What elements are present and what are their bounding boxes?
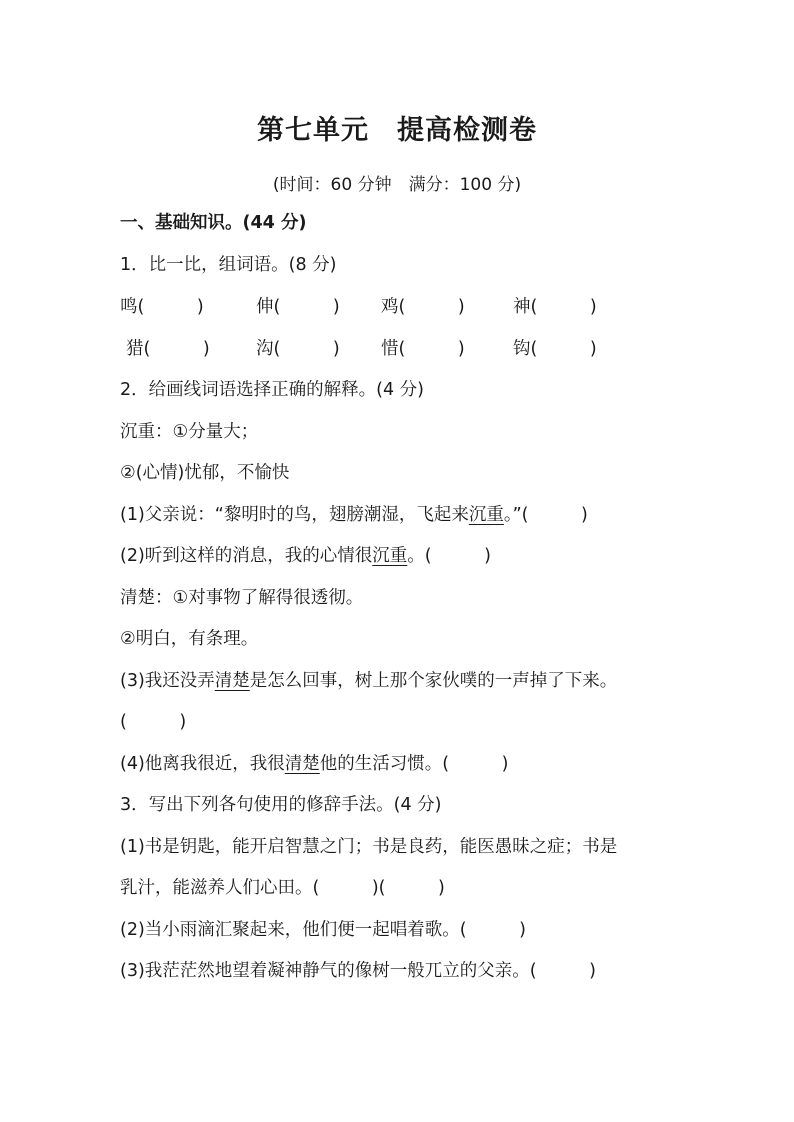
sentence-item[interactable]: 乳汁，能滋养人们心田。( )( ) [120, 878, 445, 898]
question-3-stem: 3．写出下列各句使用的修辞手法。(4 分) [120, 795, 442, 815]
underlined-word: 清楚 [284, 754, 320, 774]
section-heading: 一、基础知识。(44 分) [120, 213, 307, 233]
definition: 清楚：①对事物了解得很透彻。 [120, 588, 364, 608]
sentence-item [120, 544, 491, 568]
sentence-text: (4)他离我很近，我很 [120, 754, 285, 774]
sentence-text: (2)听到这样的消息，我的心情很 [120, 546, 373, 566]
word-blank[interactable]: 鸡( ) [381, 297, 465, 317]
answer-blank[interactable]: 他的生活习惯。( ) [319, 754, 509, 774]
sentence-text: (3)我还没弄 [120, 671, 215, 691]
definition: 沉重：①分量大； [120, 422, 259, 442]
sentence-item[interactable]: (3)我茫茫然地望着凝神静气的像树一般兀立的父亲。( ) [120, 961, 596, 981]
sentence-item[interactable]: (2)当小雨滴汇聚起来，他们便一起唱着歌。( ) [120, 920, 526, 940]
definition: ②明白，有条理。 [120, 629, 259, 649]
definition: ②(心情)忧郁，不愉快 [120, 463, 290, 483]
answer-blank[interactable]: ( ) [120, 712, 187, 732]
underlined-word: 沉重 [372, 546, 408, 566]
question-2-stem: 2．给画线词语选择正确的解释。(4 分) [120, 380, 424, 400]
question-1-stem: 1．比一比，组词语。(8 分) [120, 255, 337, 275]
word-blank[interactable]: 伸( ) [256, 297, 340, 317]
word-blank[interactable]: 猎( ) [126, 339, 210, 359]
sentence-text: (1)父亲说：“黎明时的鸟，翅膀潮湿，飞起来 [120, 505, 469, 525]
page-subtitle: (时间：60 分钟 满分：100 分) [272, 175, 522, 195]
answer-blank[interactable]: 。( ) [407, 546, 491, 566]
sentence-item [120, 669, 617, 693]
sentence-item [120, 503, 588, 527]
word-blank[interactable]: 神( ) [513, 297, 597, 317]
word-blank[interactable]: 钩( ) [513, 339, 597, 359]
page-title: 第七单元 提高检测卷 [257, 115, 537, 146]
sentence-item: (1)书是钥匙，能开启智慧之门；书是良药，能医愚昧之症；书是 [120, 837, 618, 857]
sentence-text: 是怎么回事，树上那个家伙噗的一声掉了下来。 [249, 671, 618, 691]
word-blank[interactable]: 鸣( ) [120, 297, 204, 317]
answer-blank[interactable]: 。”( ) [503, 505, 588, 525]
underlined-word: 沉重 [468, 505, 504, 525]
sentence-item [120, 752, 508, 776]
word-blank[interactable]: 沟( ) [256, 339, 340, 359]
word-blank[interactable]: 惜( ) [381, 339, 465, 359]
underlined-word: 清楚 [214, 671, 250, 691]
